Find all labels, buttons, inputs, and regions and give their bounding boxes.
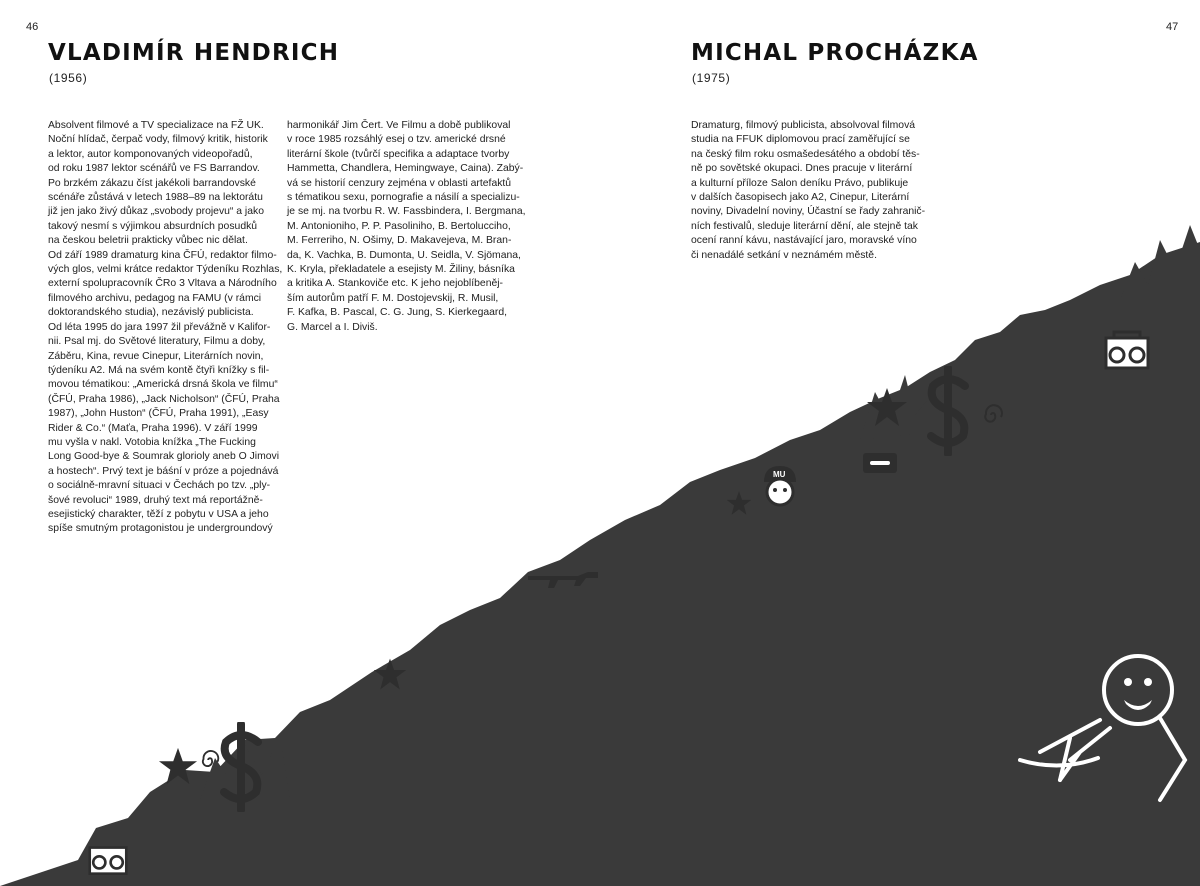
page-number-left: 46 [26, 21, 39, 33]
text-line: a hostech“. Prvý text je báśní v próze a pojednává [48, 465, 279, 477]
razor-blade-icon [862, 452, 898, 474]
bio-column-left-2 [287, 119, 527, 335]
author-years-left: (1956) [49, 71, 88, 85]
text-line: ně po sovětské okupaci. Dnes pracuje v literární [691, 163, 913, 175]
text-line: G. Marcel a I. Diviš. [287, 321, 378, 333]
text-line: Dramaturg, filmový publicista, absolvoval filmová [691, 120, 916, 131]
text-line: ocení ranní kávu, nastávající jaro, moravské víno [691, 235, 917, 247]
text-line: a lektor, autor komponovaných videopořadů, [48, 148, 253, 160]
text-line: vých glos, velmi krátce redaktor Týdeníku Rozhlas, [48, 264, 283, 276]
author-years-right: (1975) [692, 71, 731, 85]
text-line: v roce 1985 rozsáhlý esej o tzv. americké drsné [287, 134, 506, 146]
text-line: Long Good-bye & Soumrak glorioly aneb O Jimovi [48, 451, 280, 463]
text-line: scénáře zůstává v letech 1988–89 na lektorátu [48, 192, 263, 204]
swirl-icon [980, 402, 1006, 428]
dollar-icon [925, 366, 971, 456]
text-line: 1987), „John Huston“ (ČFÚ, Praha 1991), „Easy [48, 408, 269, 420]
text-line: vá se historií cenzury zejména v oblasti artefaktů [287, 177, 512, 189]
text-line: je se mj. na tvorbu R. W. Fassbindera, I. Bergmana, [287, 206, 526, 218]
text-line: Absolvent filmové a TV specializace na FŽ UK. [48, 120, 264, 131]
text-line: F. Kafka, B. Pascal, C. G. Jung, S. Kierkegaard, [287, 307, 508, 319]
star-icon [866, 386, 908, 428]
text-line: v dalších časopisech jako A2, Cinepur, Literární [691, 192, 910, 204]
text-line: noviny, Divadelní noviny, Účastní se řady zahranič- [691, 206, 926, 218]
author-name-left: VLADIMÍR HENDRICH [48, 40, 340, 66]
text-line: movou tématikou: „Americká drsná škola ve filmu“ [48, 379, 278, 391]
swirl-icon [198, 748, 222, 772]
text-line: ším autorům patří F. M. Dostojevskij, R. Musil, [287, 292, 499, 304]
text-line: Hammetta, Chandlera, Hemingwaye, Caina). Zabý- [287, 163, 524, 175]
text-line: s tématikou sexu, pornografie a násilí a specializu- [287, 192, 520, 204]
rifle-icon [528, 566, 598, 590]
star-icon [158, 746, 198, 786]
text-line: Od září 1989 dramaturg kina ČFÚ, redaktor filmo- [48, 249, 277, 261]
author-name-right: MICHAL PROCHÁZKA [691, 40, 979, 66]
text-line: studia na FFUK diplomovou prací zaměřující se [691, 134, 910, 146]
text-line: da, K. Vachka, B. Dumonta, U. Seidla, V. Sjömana, [287, 249, 521, 261]
text-line: (ČFÚ, Praha 1986), „Jack Nicholson“ (ČFÚ, Praha [48, 393, 280, 405]
text-line: takový nesmí s výjimkou absurdních posudků [48, 220, 258, 232]
text-line: Noční hlídač, čerpač vody, filmový kritik, historik [48, 134, 268, 146]
text-line: od roku 1987 lektor scénářů ve FS Barrandov. [48, 163, 260, 175]
star-icon [726, 490, 752, 516]
text-line: na český film roku osmašedesátého a období těs- [691, 148, 920, 160]
text-line: nii. Psal mj. do Světové literatury, Filmu a doby, [48, 336, 266, 348]
text-line: týdeníku A2. Má na svém kontě čtyři knížky s fil- [48, 364, 270, 376]
text-line: o sociálně-mravní situaci v Čechách po tzv. „ply- [48, 480, 271, 492]
text-line: literární škole (tvůrčí specifika a adaptace tvorby [287, 148, 510, 160]
text-line: K. Kryla, překladatele a esejisty M. Žiliny, básníka [287, 264, 515, 276]
text-line: esejistický charakter, těží z pobytu v USA a jeho [48, 508, 269, 520]
boombox-icon [1104, 330, 1150, 370]
boombox-icon [88, 840, 128, 876]
text-line: Po brzkém zákazu číst jakékoli barrandovské [48, 177, 256, 189]
text-line: a kritika A. Stankoviče etc. K jeho nejoblíbeněj- [287, 278, 504, 290]
text-line: mu vyšla v nakl. Votobia knížka „The Fucking [48, 436, 256, 448]
text-line: již jen jako živý důkaz „svobody projevu“ a jako [48, 206, 264, 218]
text-line: harmonikář Jim Čert. Ve Filmu a době publikoval [287, 120, 511, 131]
page-number-right: 47 [1166, 21, 1179, 33]
dollar-icon [218, 722, 264, 812]
star-icon [373, 657, 407, 691]
bio-column-right-1 [691, 119, 931, 263]
text-line: Záběru, Kina, revue Cinepur, Literárních novin, [48, 350, 264, 362]
text-line: M. Antonioniho, P. P. Pasoliniho, B. Bertolucciho, [287, 220, 511, 232]
text-line: M. Ferreriho, N. Ošimy, D. Makavejeva, M. Bran- [287, 235, 512, 247]
text-line: a kulturní příloze Salon deníku Právo, publikuje [691, 177, 909, 189]
text-line: spíše smutným protagonistou je undergroundový [48, 523, 273, 535]
text-line: šové revoluci“ 1989, druhý text má reportážně- [48, 494, 263, 506]
text-line: ních festivalů, sleduje literární dění, ale stejně tak [691, 220, 918, 232]
bio-column-left-1 [48, 119, 288, 537]
helmet-text: MU [773, 470, 786, 479]
text-line: doktorandského studia), nezávislý publicista. [48, 307, 254, 319]
text-line: na českou beletrii prakticky vůbec nic dělat. [48, 235, 248, 247]
running-figure-icon [1040, 610, 1190, 790]
text-line: filmového archivu, pedagog na FAMU (v rámci [48, 292, 262, 304]
text-line: Od léta 1995 do jara 1997 žil převážně v Kalifor- [48, 321, 271, 333]
text-line: Rider & Co.“ (Maťa, Praha 1996). V září 1999 [48, 422, 258, 434]
text-line: externí spolupracovník ČRo 3 Vltava a Národního [48, 278, 277, 290]
helmet-head-icon [760, 464, 800, 508]
text-line: či nenadálé setkání v neznámém městě. [691, 249, 877, 261]
